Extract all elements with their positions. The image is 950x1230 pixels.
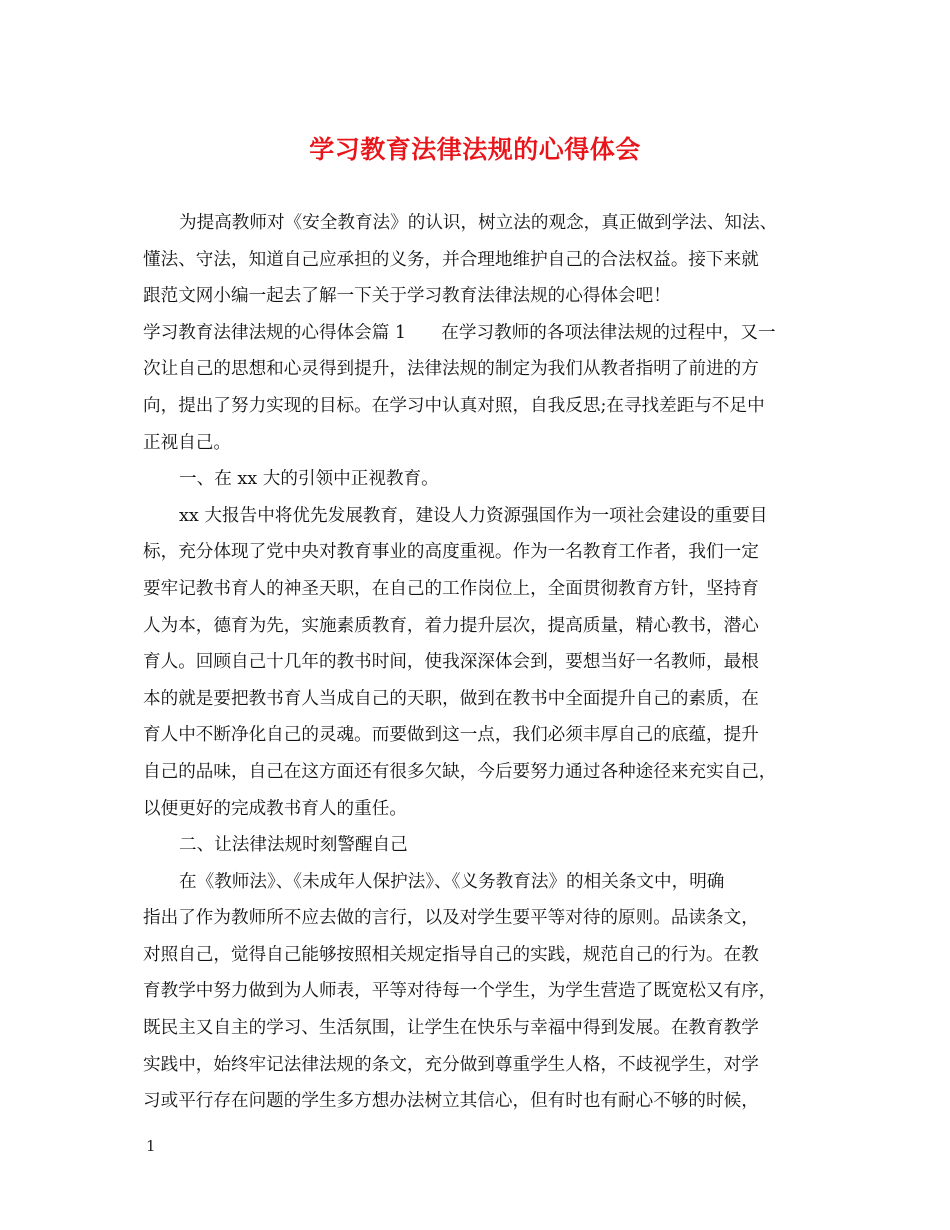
paragraph-line: 跟范文网小编一起去了解一下关于学习教育法律法规的心得体会吧！	[143, 286, 671, 307]
section-heading: 一、在 xx 大的引领中正视教育。	[179, 469, 439, 490]
paragraph-line: 次让自己的思想和心灵得到提升，法律法规的制定为我们从教者指明了前进的方	[143, 359, 759, 380]
paragraph-line: 懂法、守法，知道自己应承担的义务，并合理地维护自己的合法权益。接下来就	[143, 249, 759, 270]
paragraph-line: 标，充分体现了党中央对教育事业的高度重视。作为一名教育工作者，我们一定	[143, 542, 759, 563]
paragraph-line: 为提高教师对《安全教育法》的认识，树立法的观念，真正做到学法、知法、	[179, 213, 778, 233]
paragraph-line: xx 大报告中将优先发展教育，建设人力资源强国作为一项社会建设的重要目	[179, 505, 768, 526]
paragraph-line: 育人中不断净化自己的灵魂。而要做到这一点，我们必须丰厚自己的底蕴，提升	[143, 725, 759, 746]
section-heading: 二、让法律法规时刻警醒自己	[179, 835, 408, 856]
paragraph-line: 育教学中努力做到为人师表，平等对待每一个学生，为学生营造了既宽松又有序，	[143, 981, 777, 1002]
paragraph-line: 既民主又自主的学习、生活氛围，让学生在快乐与幸福中得到发展。在教育教学	[143, 1018, 759, 1039]
paragraph-line: 人为本，德育为先，实施素质教育，着力提升层次，提高质量，精心教书，潜心	[143, 615, 759, 636]
paragraph-line: 学习教育法律法规的心得体会篇 1 在学习教师的各项法律法规的过程中，又一	[143, 322, 776, 343]
document-title: 学习教育法律法规的心得体会	[309, 135, 641, 164]
page-number: 1	[146, 1137, 156, 1155]
paragraph-line: 正视自己。	[143, 432, 231, 453]
paragraph-line: 指出了作为教师所不应去做的言行，以及对学生要平等对待的原则。品读条文，	[143, 908, 759, 929]
paragraph-line: 在《教师法》、《未成年人保护法》、《义务教育法》的相关条文中，明确	[179, 871, 725, 892]
paragraph-line: 要牢记教书育人的神圣天职，在自己的工作岗位上，全面贯彻教育方针，坚持育	[143, 578, 759, 599]
paragraph-line: 育人。回顾自己十几年的教书时间，使我深深体会到，要想当好一名教师，最根	[143, 652, 759, 673]
paragraph-line: 习或平行存在问题的学生多方想办法树立其信心，但有时也有耐心不够的时候，	[143, 1091, 759, 1112]
paragraph-line: 本的就是要把教书育人当成自己的天职，做到在教书中全面提升自己的素质，在	[143, 688, 759, 709]
paragraph-line: 自己的品味，自己在这方面还有很多欠缺，今后要努力通过各种途径来充实自己，	[143, 761, 777, 782]
paragraph-line: 实践中，始终牢记法律法规的条文，充分做到尊重学生人格，不歧视学生，对学	[143, 1054, 759, 1075]
paragraph-line: 对照自己，觉得自己能够按照相关规定指导自己的实践，规范自己的行为。在教	[143, 944, 759, 965]
paragraph-line: 向，提出了努力实现的目标。在学习中认真对照，自我反思;在寻找差距与不足中	[143, 395, 765, 416]
document-body	[143, 205, 813, 1120]
paragraph-line: 以便更好的完成教书育人的重任。	[143, 798, 407, 819]
